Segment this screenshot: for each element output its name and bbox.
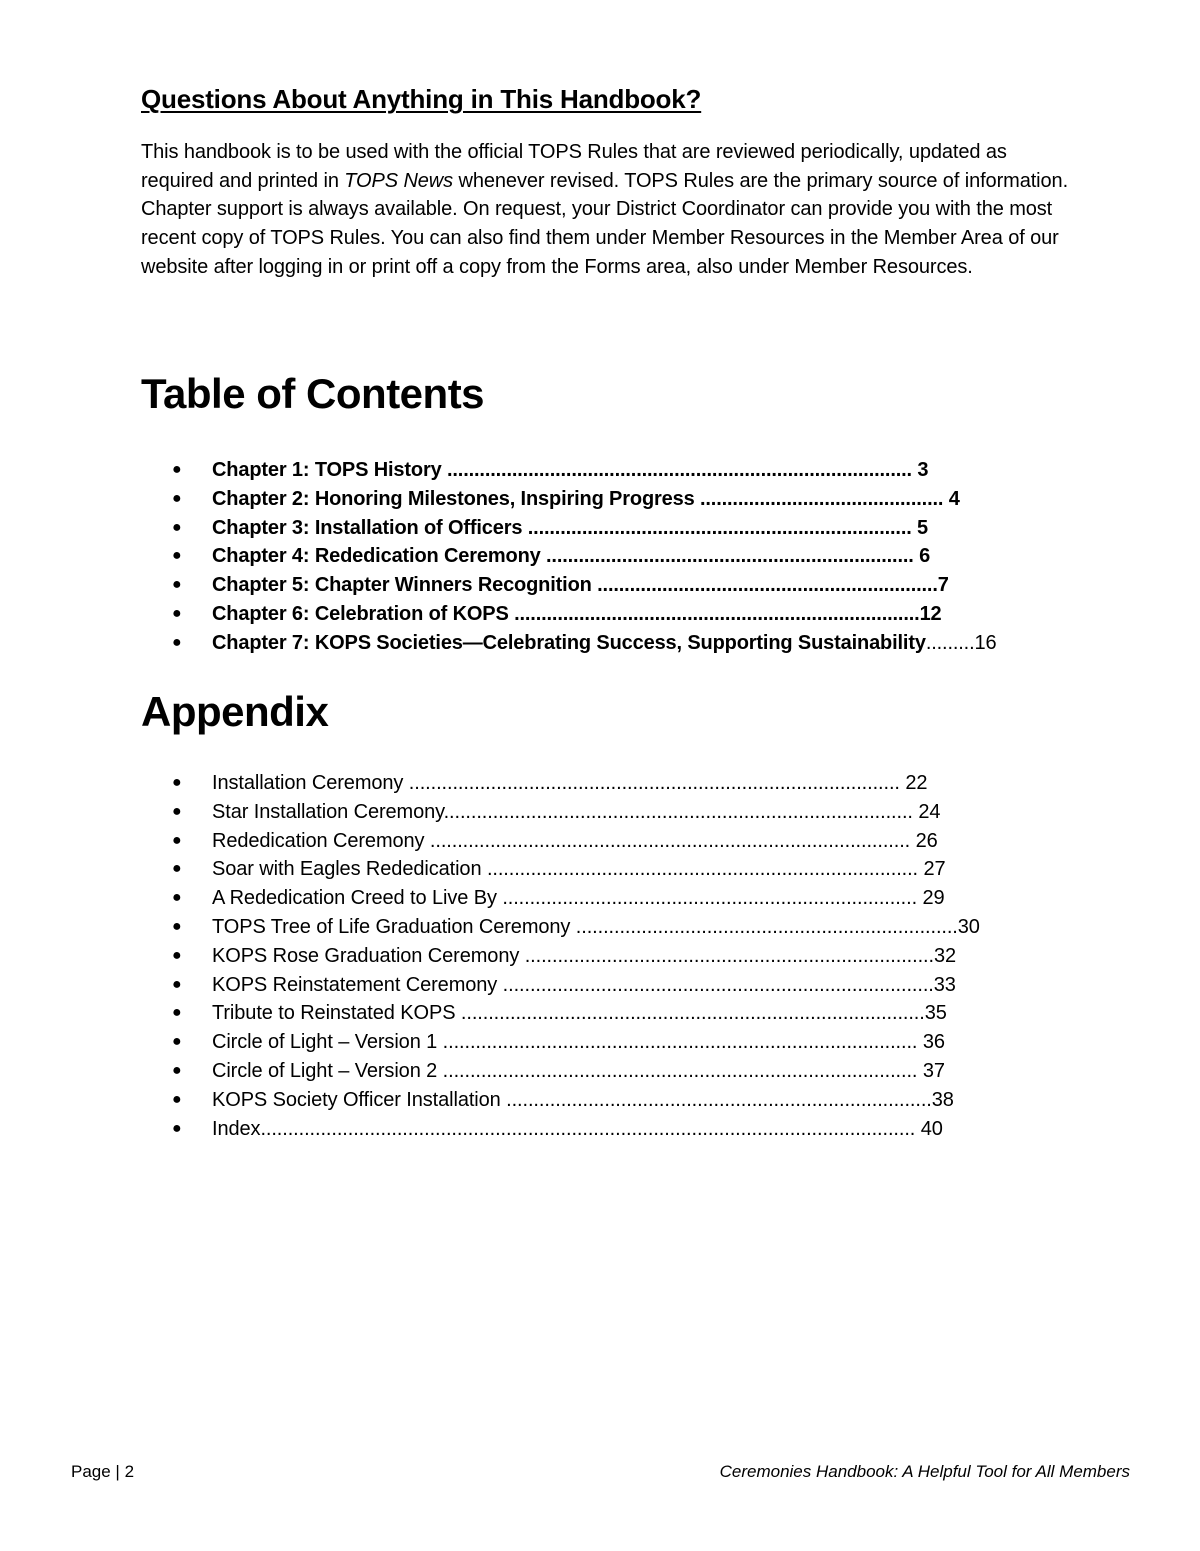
toc-entry-title: Chapter 2: Honoring Milestones, Inspiring Progress [212,487,695,510]
bullet-icon: ● [172,1061,182,1079]
appendix-entry-leader: ............................................................................... [497,973,934,996]
appendix-entry-page: 37 [922,1059,945,1082]
tops-news-publication-name: TOPS News [344,169,454,192]
footer-page-number: Page | 2 [71,1462,135,1481]
appendix-entry-page: 29 [922,887,945,910]
toc-entry-title: Chapter 6: Celebration of KOPS [212,602,509,625]
footer-handbook-title: Ceremonies Handbook: A Helpful Tool for All Members [719,1462,1130,1481]
toc-entry-title: Chapter 7: KOPS Societies—Celebrating Success, Supporting Sustainability [212,631,926,654]
appendix-entry-leader: ............................................................................... [481,858,924,881]
appendix-entry-page: 22 [905,772,928,794]
bullet-icon: ● [172,633,182,651]
intro-text-end: whenever revised. TOPS Rules are the primary source of information. Chapter support is always available. On request, your District Coordinator can provide you with the most recent copy of TOPS Rules. You can also find them under Member Resources in the Member Area of our website after logging in or print off a copy from the Forms area, also under Member Resources. [141,169,1069,278]
bullet-icon: ● [172,576,182,594]
toc-entry-page: 12 [919,602,942,625]
appendix-entry-title: KOPS Society Officer Installation [212,1088,501,1111]
bullet-icon: ● [172,831,182,849]
bullet-icon: ● [172,547,182,565]
appendix-entry-leader: ............................................................................ [496,887,923,910]
toc-entry-title: Chapter 4: Rededication Ceremony [212,545,541,568]
appendix-entry-title: Tribute to Reinstated KOPS [212,1002,456,1025]
appendix-entry-page: 36 [922,1031,945,1054]
appendix-entry-page: 30 [957,915,980,938]
toc-entry-leader: .................................................................... [540,545,920,568]
appendix-entry-leader: .............................................................................. [500,1088,932,1111]
bullet-icon: ● [172,604,182,622]
bullet-icon: ● [172,802,182,820]
bullet-icon: ● [172,774,182,791]
toc-entry-leader: ............................................. [694,487,949,510]
bullet-icon: ● [172,1033,182,1051]
appendix-entry-leader: ..................................................................................... [455,1002,925,1025]
toc-entry-title: Chapter 3: Installation of Officers [212,516,523,539]
toc-entry-page: 16 [974,631,997,654]
bullet-icon: ● [172,917,182,935]
bullet-icon: ● [172,1090,182,1108]
appendix-entry-leader: ........................................................................... [519,944,934,967]
toc-entry-page: 7 [937,574,949,597]
toc-entry-leader: ...................................................................................... [441,459,918,481]
appendix-entry-title: Index [212,1117,261,1140]
bullet-icon: ● [172,860,182,878]
appendix-entry-leader: .......................................................................................... [403,772,906,794]
appendix-entry-page: 35 [924,1002,947,1025]
appendix-entry-page: 27 [923,858,946,881]
bullet-icon: ● [172,946,182,964]
appendix-entry-leader: ...................................................................................... [443,800,919,823]
appendix-entry-title: TOPS Tree of Life Graduation Ceremony [212,915,571,938]
bullet-icon: ● [172,461,182,478]
appendix-entry-leader: ...................................................................... [570,915,958,938]
appendix-entry-leader: ....................................................................................... [437,1059,923,1082]
appendix-entry-title: Circle of Light – Version 1 [212,1031,438,1054]
appendix-entry-title: KOPS Reinstatement Ceremony [212,973,498,996]
intro-text-start: This handbook is to be used with the official TOPS Rules that are reviewed periodically, updated as required and printed in [141,141,1007,192]
bullet-icon: ● [172,975,182,993]
appendix-entry-page: 32 [933,944,957,967]
intro-paragraph [141,138,1071,282]
appendix-entry-page: 33 [933,973,956,996]
bullet-icon: ● [172,518,182,536]
appendix-entry-title: Soar with Eagles Rededication [212,858,482,881]
appendix-entry-page: 24 [918,800,941,823]
appendix-entry-page: 26 [915,829,938,852]
table-of-contents-title: Table of Contents [141,370,485,417]
appendix-entry-title: Installation Ceremony [212,772,404,794]
bullet-icon: ● [172,1004,182,1022]
appendix-entry-leader: ........................................................................................ [424,829,916,852]
appendix-title: Appendix [141,688,329,735]
toc-entry-page: 3 [917,459,929,481]
toc-entry-leader: ............................................................... [591,574,938,597]
toc-entry-page: 6 [919,545,931,568]
appendix-entry-leader: ........................................................................................................................ [260,1117,921,1140]
appendix-entry-title: KOPS Rose Graduation Ceremony [212,944,520,967]
appendix-entry-title: A Rededication Creed to Live By [212,887,497,910]
toc-entry-leader: ........................................................................... [508,602,920,625]
toc-entry-leader: ....................................................................... [522,516,918,539]
bullet-icon: ● [172,1119,182,1137]
bullet-icon: ● [172,489,182,507]
page-footer [71,1462,1130,1486]
toc-entry-page: 4 [948,487,960,510]
appendix-entry-page: 38 [931,1088,954,1111]
appendix-entry-title: Star Installation Ceremony [212,800,444,823]
bullet-icon: ● [172,889,182,907]
appendix-entry-page: 40 [920,1117,943,1140]
toc-entry-page: 5 [917,516,929,539]
questions-heading: Questions About Anything in This Handbook? [141,84,702,114]
appendix-entry-title: Rededication Ceremony [212,829,425,852]
toc-entry-leader: ......... [925,631,975,654]
toc-entry-title: Chapter 5: Chapter Winners Recognition [212,574,592,597]
appendix-entry-title: Circle of Light – Version 2 [212,1059,438,1082]
appendix-entry-leader: ....................................................................................... [437,1031,923,1054]
toc-entry-title: Chapter 1: TOPS History [212,459,442,481]
